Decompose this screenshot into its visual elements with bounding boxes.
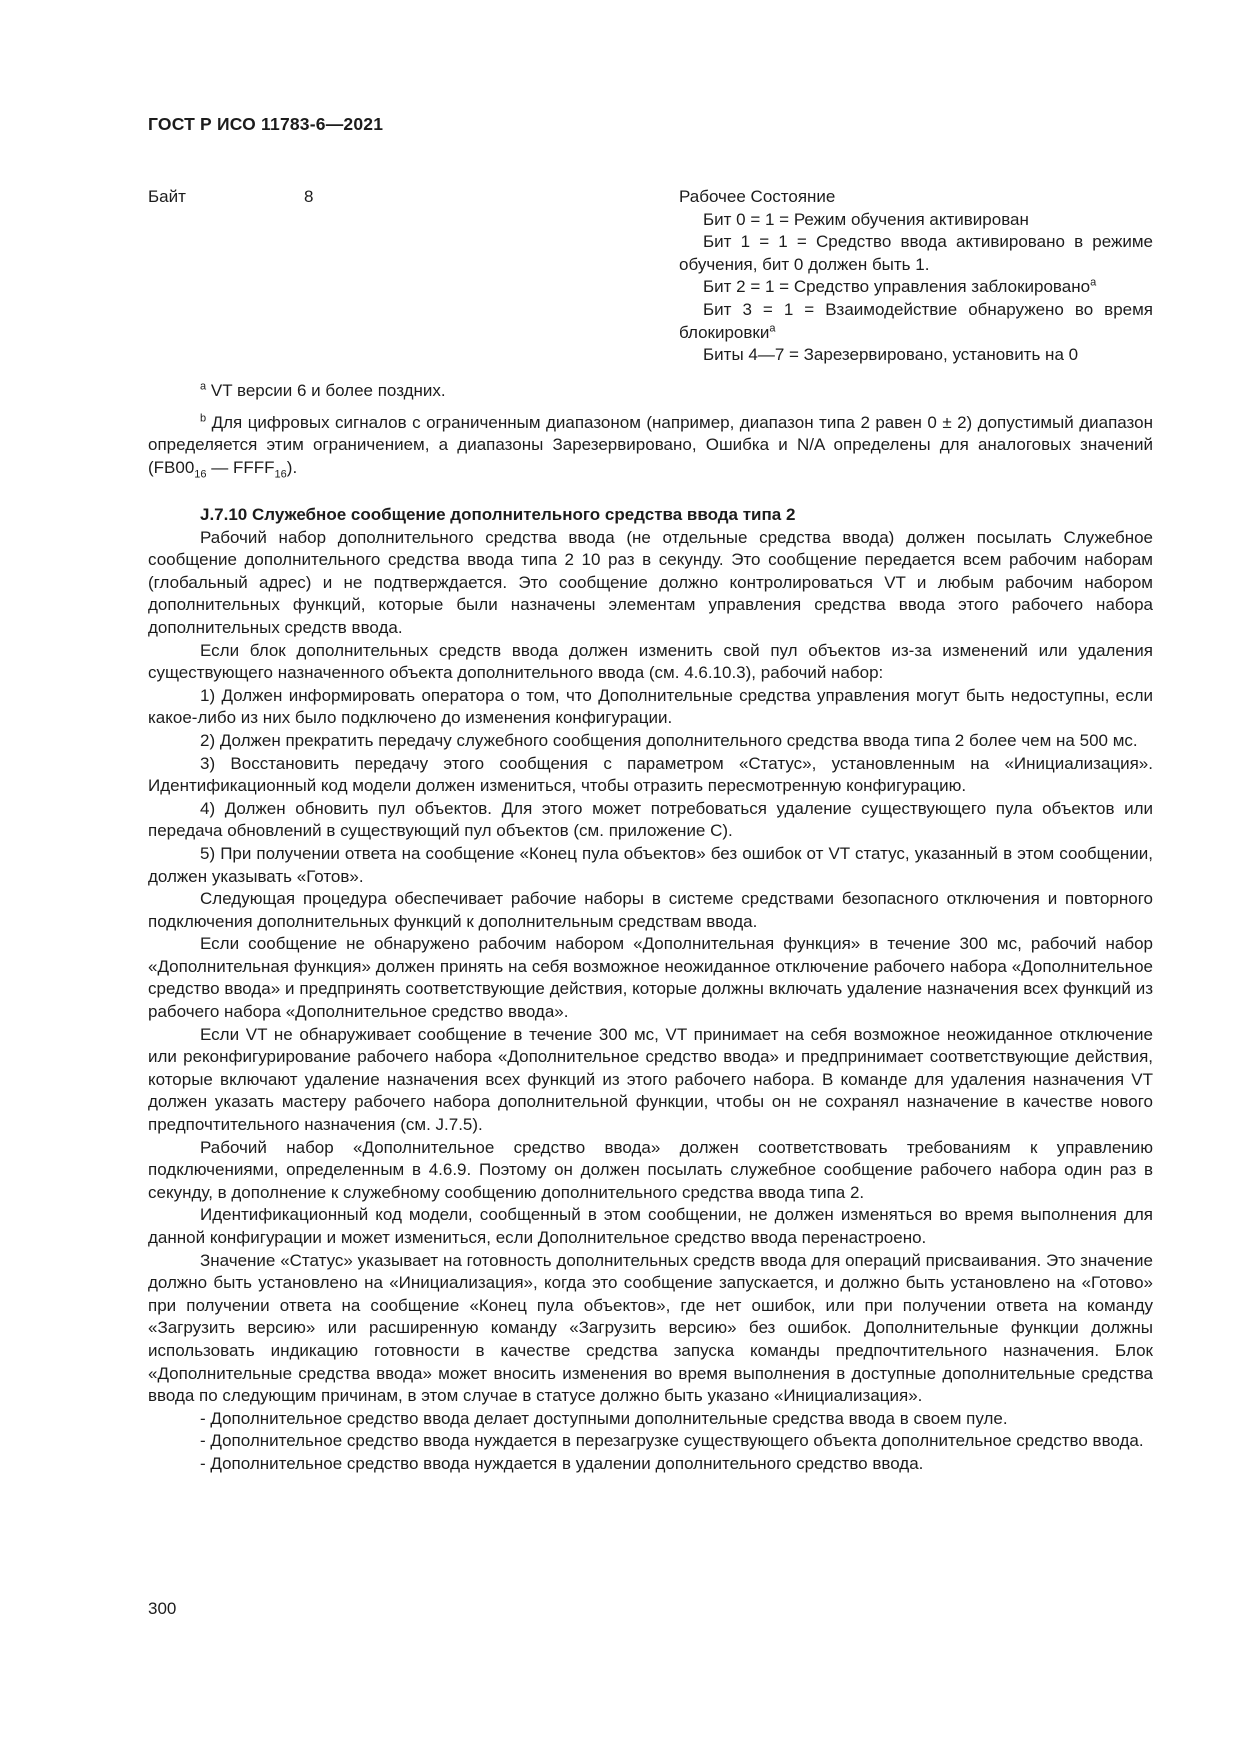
- list-item: 1) Должен информировать оператора о том, что Дополнительные средства управления могут быть недоступны, если какое-либо из них было подключено до изменения конфигурации.: [148, 685, 1153, 728]
- footnote-b: $^b$ Для цифровых сигналов с ограниченным диапазоном (например, диапазон типа 2 равен 0 ± 2) допустимый диапазон определяется этим ограничением, а диапазоны Зарезервировано, Ошибка и N/A определены для аналоговых значений ($FB00_{16}$ — $FFFF_{16}$).: [148, 411, 1153, 481]
- dash-list-item: - Дополнительное средство ввода нуждается в удалении дополнительного средство ввода.: [200, 1453, 924, 1473]
- document-header: ГОСТ Р ИСО 11783-6—2021: [148, 114, 384, 134]
- list-item: 4) Должен обновить пул объектов. Для этого может потребоваться удаление существующего пула объектов или передача обновлений в существующий пул объектов (см. приложение С).: [148, 798, 1153, 841]
- paragraph: Рабочий набор «Дополнительное средство ввода» должен соответствовать требованиям к управлению подключениями, определенным в 4.6.9. Поэтому он должен посылать служебное сообщение рабочего набора один раз в секунду, в дополнение к служебному сообщению дополнительного средства ввода типа 2.: [148, 1137, 1153, 1202]
- field-size: 8: [304, 187, 314, 206]
- footnote-mark: a: [200, 380, 207, 393]
- dash-list-item: - Дополнительное средство ввода нуждается в перезагрузке существующего объекта дополнительное средство ввода.: [200, 1431, 1144, 1451]
- footnote-mark: b: [200, 411, 207, 424]
- bit-definition: Бит 2 = 1 = Средство управления заблокировано$^a$: [703, 276, 1097, 297]
- page-number: 300: [148, 1599, 177, 1618]
- bit-definition: Бит 3 = 1 = Взаимодействие обнаружено во время блокировки$^a$: [679, 299, 1153, 342]
- section-body: [148, 504, 1153, 1476]
- paragraph: Рабочий набор дополнительного средства ввода (не отдельные средства ввода) должен посылать Служебное сообщение дополнительного средства ввода типа 2 10 раз в секунду. Это сообщение передается всем рабочим наборам (глобальный адрес) и не подтверждается. Это сообщение должно контролироваться VT и любым рабочим набором дополнительных функций, которые были назначены элементам управления средства ввода этого рабочего набора дополнительных средств ввода.: [148, 527, 1153, 637]
- paragraph: Если сообщение не обнаружено рабочим набором «Дополнительная функция» в течение 300 мс, рабочий набор «Дополнительная функция» должен принять на себя возможное неожиданное отключение рабочего набора «Дополнительное средство ввода» и предпринять соответствующие действия, которые должны включать удаление назначения всех функций из рабочего набора «Дополнительное средство ввода».: [148, 934, 1153, 1022]
- section-heading: J.7.10 Служебное сообщение дополнительного средства ввода типа 2: [200, 505, 796, 524]
- field-description-title: Рабочее Состояние: [679, 187, 836, 206]
- field-description: [679, 186, 1153, 367]
- list-item: 5) При получении ответа на сообщение «Конец пула объектов» без ошибок от VT статус, указанный в этом сообщении, должен указывать «Готов».: [148, 843, 1153, 886]
- paragraph: Следующая процедура обеспечивает рабочие наборы в системе средствами безопасного отключения и повторного подключения дополнительных функций к дополнительным средствам ввода.: [148, 889, 1153, 931]
- table-footnotes: [148, 380, 1153, 488]
- footnote-a: $^a$ VT версии 6 и более поздних.: [200, 380, 446, 400]
- paragraph: Значение «Статус» указывает на готовность дополнительных средств ввода для операций присваивания. Это значение должно быть установлено на «Инициализация», когда это сообщение запускается, и должно быть установлено на «Готово» при получении ответа на сообщение «Конец пула объектов», где нет ошибок, или при получении ответа на команду «Загрузить версию» или расширенную команду «Загрузить версию» без ошибок. Дополнительные функции должны использовать индикацию готовности в качестве средства запуска команды предпочтительного назначения. Блок «Дополнительные средства ввода» может вносить изменения во время выполнения в доступные дополнительные средства ввода по следующим причинам, в этом случае в статусе должно быть указано «Инициализация».: [148, 1250, 1153, 1406]
- list-item: 2) Должен прекратить передачу служебного сообщения дополнительного средства ввода типа 2 более чем на 500 мс.: [200, 730, 1138, 750]
- dash-list-item: - Дополнительное средство ввода делает доступными дополнительные средства ввода в своем пуле.: [200, 1408, 1008, 1428]
- field-label: Байт: [148, 187, 186, 206]
- paragraph: Идентификационный код модели, сообщенный в этом сообщении, не должен изменяться во время выполнения для данной конфигурации и может измениться, если Дополнительное средство ввода перенастроено.: [148, 1205, 1153, 1247]
- paragraph: Если VT не обнаруживает сообщение в течение 300 мс, VT принимает на себя возможное неожиданное отключение или реконфигурирование рабочего набора «Дополнительное средство ввода» и предпринимает соответствующие действия, которые включают удаление назначения всех функций из этого рабочего набора. В команде для удаления назначения VT должен указать мастеру рабочего набора дополнительной функции, чтобы он не сохранял назначение в качестве нового предпочтительного назначения (см. J.7.5).: [148, 1024, 1153, 1135]
- bit-definition: Бит 0 = 1 = Режим обучения активирован: [703, 209, 1029, 229]
- list-item: 3) Восстановить передачу этого сообщения с параметром «Статус», установленным на «Инициализация». Идентификационный код модели должен измениться, чтобы отразить пересмотренную конфигурацию.: [148, 753, 1153, 796]
- document-page: [148, 0, 1153, 1754]
- paragraph: Если блок дополнительных средств ввода должен изменить свой пул объектов из-за изменений или удаления существующего назначенного объекта дополнительного ввода (см. 4.6.10.3), рабочий набор:: [148, 640, 1153, 683]
- bit-definition: Бит 1 = 1 = Средство ввода активировано в режиме обучения, бит 0 должен быть 1.: [679, 232, 1153, 274]
- bit-definition: Биты 4—7 = Зарезервировано, установить на 0: [703, 345, 1079, 365]
